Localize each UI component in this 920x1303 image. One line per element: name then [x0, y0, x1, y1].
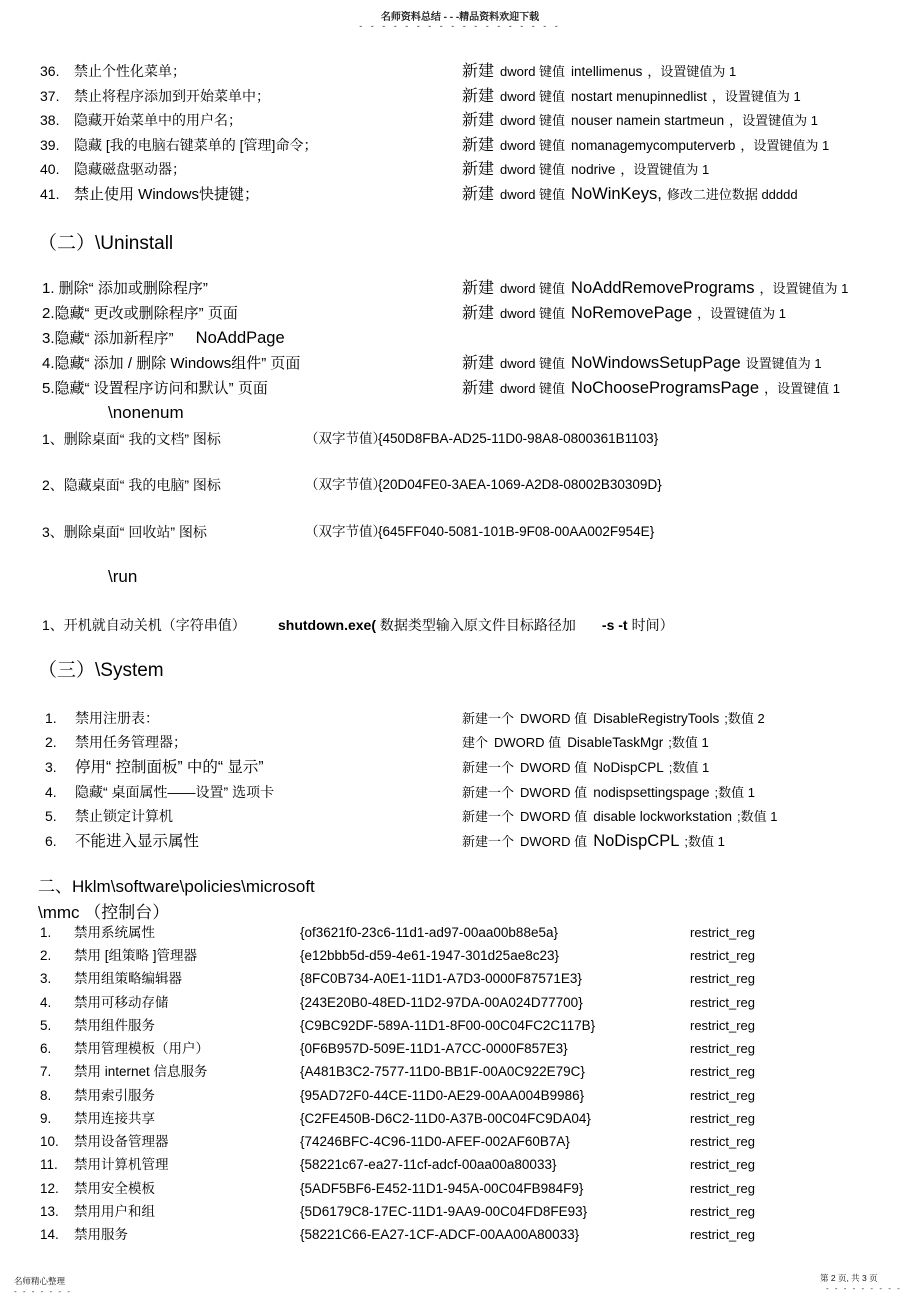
registry-instruction — [462, 783, 755, 802]
key-name: nomanagemycomputerverb — [571, 138, 736, 153]
value-type: dword 键值 — [500, 381, 566, 396]
value-type: dword 键值 — [500, 64, 566, 79]
guid-value: {C9BC92DF-589A-11D1-8F00-00C04FC2C117B} — [300, 1018, 596, 1033]
command-note: 数据类型输入原文件目标路径加 — [379, 617, 576, 633]
item-number: 12. — [40, 1181, 59, 1196]
footer-right-dots: - - - - - - - - - — [826, 1284, 902, 1293]
list-item — [45, 832, 920, 851]
item-number: 4. — [45, 784, 57, 800]
new-verb: 建个 — [462, 735, 489, 750]
value-setting: ;数值 1 — [714, 785, 755, 800]
guid-value: {243E20B0-48ED-11D2-97DA-00A024D77700} — [300, 995, 583, 1010]
list-item — [42, 523, 920, 541]
list-item — [45, 758, 920, 777]
item-number: 8. — [40, 1088, 52, 1103]
restrict-tag: restrict_reg — [690, 925, 756, 940]
restrict-tag: restrict_reg — [690, 995, 756, 1010]
value-type: DWORD 值 — [520, 834, 588, 849]
table-row — [40, 1063, 920, 1081]
value-setting: ，设置键值为 1 — [740, 138, 830, 153]
registry-instruction — [462, 354, 822, 373]
page-number: 第 2 页, 共 3 页 — [820, 1273, 878, 1283]
registry-instruction — [462, 832, 725, 851]
restrict-tag: restrict_reg — [690, 1041, 756, 1056]
section-heading-hklm: 二、Hklm\software\policies\microsoft — [38, 877, 315, 896]
item-label: 禁用计算机管理 — [74, 1157, 169, 1172]
item-label: 禁用用户和组 — [74, 1204, 155, 1219]
restrict-tag: restrict_reg — [690, 1157, 756, 1172]
guid-value: {58221C66-EA27-1CF-ADCF-00AA00A80033} — [300, 1227, 580, 1242]
new-verb: 新建 — [462, 63, 495, 80]
item-label: 禁用 [组策略 ]管理器 — [74, 948, 198, 963]
footer-left-text: 名师精心整理 — [14, 1276, 66, 1286]
value-setting: 设置键值为 1 — [745, 356, 822, 371]
list-item — [42, 329, 920, 348]
value-type: （双字节值） — [305, 524, 386, 539]
item-label: 隐藏“ 桌面属性——设置” 选项卡 — [75, 784, 275, 800]
key-name: DisableTaskMgr — [567, 735, 664, 750]
list-item — [42, 476, 920, 494]
item-number: 5. — [40, 1018, 52, 1033]
registry-instruction — [462, 304, 786, 323]
exe-name: shutdown.exe( — [278, 617, 377, 633]
list-item — [40, 111, 920, 129]
new-verb: 新建 — [462, 88, 495, 105]
item-number: 5. — [45, 808, 57, 824]
item-label: 禁用服务 — [74, 1227, 128, 1242]
table-row — [40, 947, 920, 965]
item-label: 禁用系统属性 — [74, 925, 155, 940]
restrict-tag: restrict_reg — [690, 971, 756, 986]
registry-instruction — [462, 733, 709, 752]
table-row — [40, 1180, 920, 1198]
restrict-tag: restrict_reg — [690, 1088, 756, 1103]
key-name: NoDispCPL — [593, 760, 664, 775]
registry-instruction — [462, 807, 777, 826]
subsection-heading-nonenum: \nonenum — [108, 403, 184, 422]
item-label: 禁用可移动存储 — [74, 995, 169, 1010]
value-setting: ，设置键值为 1 — [711, 89, 801, 104]
list-item — [40, 62, 920, 80]
section-heading-system: （三）\System — [38, 660, 164, 681]
new-verb: 新建一个 — [462, 785, 515, 800]
item-label: 1、开机就自动关机（字符串值） — [42, 617, 246, 633]
value-setting: ，设置键值为 1 — [647, 64, 737, 79]
registry-instruction — [462, 87, 801, 106]
section-heading-mmc: \mmc （控制台） — [38, 903, 170, 922]
item-label: 隐藏 [我的电脑右键菜单的 [管理]命令； — [74, 137, 318, 153]
item-label: 停用“ 控制面板” 中的“ 显示” — [75, 759, 264, 776]
key-name: disable lockworkstation — [593, 809, 733, 824]
list-item — [42, 304, 920, 323]
key-name: nodrive — [571, 162, 616, 177]
table-row — [40, 1087, 920, 1105]
section-heading-uninstall: （二）\Uninstall — [38, 233, 174, 254]
item-label: 禁用安全模板 — [74, 1181, 155, 1196]
value-type: DWORD 值 — [520, 809, 588, 824]
item-number: 2. — [40, 948, 52, 963]
registry-instruction — [462, 379, 840, 398]
table-row — [40, 994, 920, 1012]
item-label: 禁止使用 Windows快捷键； — [74, 186, 260, 203]
run-command — [278, 616, 674, 634]
item-number: 40. — [40, 161, 60, 177]
value-type: dword 键值 — [500, 281, 566, 296]
new-verb: 新建 — [462, 137, 495, 154]
value-type: （双字节值） — [305, 477, 386, 492]
table-row — [40, 1133, 920, 1151]
item-label: 不能进入显示属性 — [75, 833, 200, 850]
value-type: DWORD 值 — [520, 785, 588, 800]
registry-instruction — [462, 62, 736, 81]
guid-value: {450D8FBA-AD25-11D0-98A8-0800361B1103} — [378, 431, 659, 446]
registry-instruction — [462, 279, 848, 298]
subsection-heading-run: \run — [108, 567, 138, 586]
item-number: 10. — [40, 1134, 59, 1149]
restrict-tag: restrict_reg — [690, 948, 756, 963]
item-label: 1. 删除“ 添加或删除程序” — [42, 280, 208, 297]
item-label: 禁用连接共享 — [74, 1111, 155, 1126]
list-item — [45, 783, 920, 801]
item-label: 禁用管理模板（用户） — [74, 1041, 209, 1056]
item-number: 2. — [45, 734, 57, 750]
value-type: DWORD 值 — [520, 760, 588, 775]
guid-value: {58221c67-ea27-11cf-adcf-00aa00a80033} — [300, 1157, 557, 1172]
restrict-tag: restrict_reg — [690, 1227, 756, 1242]
list-item — [42, 354, 920, 373]
item-label: 禁用索引服务 — [74, 1088, 155, 1103]
guid-value: {5D6179C8-17EC-11D1-9AA9-00C04FD8FE93} — [300, 1204, 588, 1219]
list-item — [42, 616, 920, 634]
guid-value: {5ADF5BF6-E452-11D1-945A-00C04FB984F9} — [300, 1181, 584, 1196]
item-number: 37. — [40, 88, 60, 104]
restrict-tag: restrict_reg — [690, 1064, 756, 1079]
restrict-tag: restrict_reg — [690, 1204, 756, 1219]
key-name: NoAddPage — [195, 329, 285, 347]
new-verb: 新建 — [462, 305, 495, 322]
key-name: NoRemovePage — [571, 304, 693, 322]
new-verb: 新建一个 — [462, 834, 515, 849]
value-type: dword 键值 — [500, 356, 566, 371]
item-number: 13. — [40, 1204, 59, 1219]
new-verb: 新建 — [462, 280, 495, 297]
item-label: 4.隐藏“ 添加 / 删除 Windows组件” 页面 — [42, 355, 301, 372]
registry-instruction — [462, 111, 818, 130]
new-verb: 新建 — [462, 161, 495, 178]
value-type: DWORD 值 — [494, 735, 562, 750]
list-item — [45, 733, 920, 751]
item-label: 禁用组策略编辑器 — [74, 971, 182, 986]
table-row — [40, 1040, 920, 1058]
value-type: dword 键值 — [500, 306, 566, 321]
guid-value: {74246BFC-4C96-11D0-AFEF-002AF60B7A} — [300, 1134, 570, 1149]
new-verb: 新建一个 — [462, 711, 515, 726]
value-setting: ;数值 1 — [668, 760, 710, 775]
item-number: 38. — [40, 112, 60, 128]
item-number: 1. — [40, 925, 52, 940]
value-setting: ，设置键值为 1 — [759, 281, 849, 296]
registry-instruction — [462, 160, 709, 179]
item-label: 3、删除桌面“ 回收站” 图标 — [42, 524, 207, 540]
registry-instruction — [462, 709, 765, 728]
list-item — [45, 709, 920, 727]
command-post: 时间） — [631, 617, 674, 633]
item-number: 14. — [40, 1227, 59, 1242]
table-row — [40, 1017, 920, 1035]
registry-instruction — [462, 136, 829, 155]
list-item — [40, 185, 920, 204]
guid-value: {of3621f0-23c6-11d1-ad97-00aa00b88e5a} — [300, 925, 558, 940]
list-item — [45, 807, 920, 825]
new-verb: 新建 — [462, 380, 495, 397]
item-number: 4. — [40, 995, 52, 1010]
new-verb: 新建 — [462, 355, 495, 372]
key-name: intellimenus — [571, 64, 643, 79]
item-label: 禁止将程序添加到开始菜单中； — [74, 88, 270, 104]
item-number: 6. — [45, 833, 57, 849]
key-name: NoWindowsSetupPage — [571, 354, 741, 372]
new-verb: 新建 — [462, 112, 495, 129]
list-item — [40, 136, 920, 154]
item-number: 41. — [40, 186, 60, 202]
value-setting: 修改二进位数据 ddddd — [666, 187, 798, 202]
value-setting: ;数值 1 — [684, 834, 725, 849]
item-label: 禁用设备管理器 — [74, 1134, 169, 1149]
key-name: nouser namein startmeun — [571, 113, 725, 128]
registry-instruction — [462, 758, 709, 777]
item-label: 禁用 internet 信息服务 — [74, 1064, 208, 1079]
table-row — [40, 1110, 920, 1128]
doc-header-dots: - - - - - - - - - - - - - - - - - - — [359, 21, 561, 31]
list-item — [40, 87, 920, 105]
value-type: dword 键值 — [500, 162, 566, 177]
value-type: dword 键值 — [500, 113, 566, 128]
key-name: nodispsettingspage — [593, 785, 710, 800]
footer-left-dots: - - - - - - - — [14, 1287, 72, 1296]
key-name: NoDispCPL — [593, 832, 680, 850]
value-setting: ，设置键值为 1 — [620, 162, 710, 177]
table-row — [40, 1156, 920, 1174]
item-label: 禁止个性化菜单； — [74, 63, 186, 79]
list-item — [42, 279, 920, 298]
list-item — [42, 379, 920, 398]
key-name: nostart menupinnedlist — [571, 89, 707, 104]
guid-value: {20D04FE0-3AEA-1069-A2D8-08002B30309D} — [378, 477, 662, 492]
value-type: dword 键值 — [500, 89, 566, 104]
command-flags: -s -t — [601, 617, 628, 633]
item-label: 禁用组件服务 — [74, 1018, 155, 1033]
table-row — [40, 924, 920, 942]
item-label: 禁止锁定计算机 — [75, 808, 173, 824]
registry-instruction — [462, 185, 798, 204]
value-type: dword 键值 — [500, 138, 566, 153]
table-row — [40, 1226, 920, 1244]
key-name: DisableRegistryTools — [593, 711, 720, 726]
item-number: 6. — [40, 1041, 52, 1056]
value-setting: ;数值 1 — [668, 735, 709, 750]
item-label: 1、删除桌面“ 我的文档” 图标 — [42, 431, 221, 447]
table-row — [40, 970, 920, 988]
new-verb: 新建一个 — [462, 809, 515, 824]
guid-value: {e12bbb5d-d59-4e61-1947-301d25ae8c23} — [300, 948, 559, 963]
guid-value: {645FF040-5081-101B-9F08-00AA002F954E} — [378, 524, 655, 539]
item-label: 3.隐藏“ 添加新程序” — [42, 330, 174, 347]
item-label: 2.隐藏“ 更改或删除程序” 页面 — [42, 305, 238, 322]
item-number: 9. — [40, 1111, 52, 1126]
item-number: 1. — [45, 710, 57, 726]
item-label: 隐藏开始菜单中的用户名； — [74, 112, 242, 128]
value-setting: ;数值 1 — [737, 809, 778, 824]
new-verb: 新建 — [462, 186, 495, 203]
item-number: 3. — [45, 759, 57, 775]
restrict-tag: restrict_reg — [690, 1111, 756, 1126]
table-row — [40, 1203, 920, 1221]
item-number: 39. — [40, 137, 60, 153]
list-item — [40, 160, 920, 178]
item-label: 禁用注册表： — [75, 710, 159, 726]
item-number: 36. — [40, 63, 60, 79]
value-setting: ，设置键值为 1 — [729, 113, 818, 128]
item-label: 2、隐藏桌面“ 我的电脑” 图标 — [42, 477, 221, 493]
restrict-tag: restrict_reg — [690, 1181, 756, 1196]
guid-value: {0F6B957D-509E-11D1-A7CC-0000F857E3} — [300, 1041, 568, 1056]
doc-header-title: 名师资料总结 - - -精品资料欢迎下载 — [380, 12, 540, 23]
restrict-tag: restrict_reg — [690, 1018, 756, 1033]
restrict-tag: restrict_reg — [690, 1134, 756, 1149]
value-type: （双字节值） — [305, 431, 386, 446]
key-name: NoChooseProgramsPage — [571, 379, 760, 397]
value-setting: ，设置键值 1 — [764, 381, 840, 396]
value-setting: ;数值 2 — [724, 711, 765, 726]
item-label: 隐藏磁盘驱动器； — [74, 161, 186, 177]
key-name: NoWinKeys, — [571, 185, 662, 203]
guid-value: {8FC0B734-A0E1-11D1-A7D3-0000F87571E3} — [300, 971, 582, 986]
value-type: dword 键值 — [500, 187, 566, 202]
value-type: DWORD 值 — [520, 711, 588, 726]
guid-value: {95AD72F0-44CE-11D0-AE29-00AA004B9986} — [300, 1088, 585, 1103]
new-verb: 新建一个 — [462, 760, 515, 775]
item-number: 3. — [40, 971, 52, 986]
item-label: 禁用任务管理器； — [75, 734, 187, 750]
list-item — [42, 430, 920, 448]
item-label: 5.隐藏“ 设置程序访问和默认” 页面 — [42, 380, 268, 397]
guid-value: {A481B3C2-7577-11D0-BB1F-00A0C922E79C} — [300, 1064, 585, 1079]
key-name: NoAddRemovePrograms — [571, 279, 755, 297]
item-number: 11. — [40, 1157, 58, 1172]
value-setting: ，设置键值为 1 — [697, 306, 786, 321]
guid-value: {C2FE450B-D6C2-11D0-A37B-00C04FC9DA04} — [300, 1111, 591, 1126]
item-number: 7. — [40, 1064, 52, 1079]
